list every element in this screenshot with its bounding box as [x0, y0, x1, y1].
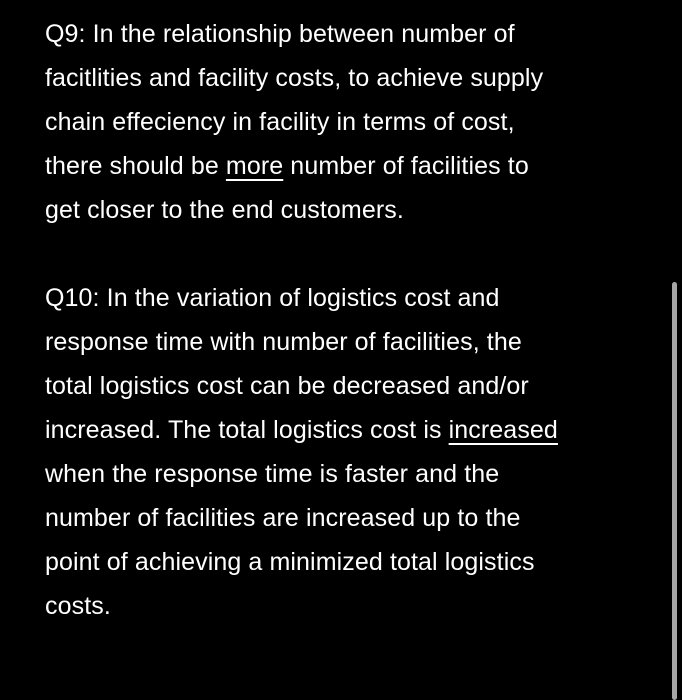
q10-line-8: costs.	[45, 592, 111, 620]
q9-line-4-prefix: there should be	[45, 152, 226, 180]
question-q9	[45, 12, 645, 232]
q10-line-7: point of achieving a minimized total logistics	[45, 548, 535, 576]
q10-line-5: when the response time is faster and the	[45, 460, 500, 488]
q9-line-4	[45, 144, 645, 188]
q9-line-4-suffix: number of facilities to	[283, 152, 529, 180]
q10-line-3: total logistics cost can be decreased and/or	[45, 372, 529, 400]
scrollbar-thumb[interactable]	[672, 282, 677, 700]
q9-line-1: Q9: In the relationship between number of	[45, 20, 515, 48]
note-body	[45, 12, 645, 628]
q9-line-2: facitlities and facility costs, to achieve supply	[45, 64, 544, 92]
q10-line-4-prefix: increased. The total logistics cost is	[45, 416, 449, 444]
paragraph-gap	[45, 232, 645, 276]
question-q10	[45, 276, 645, 628]
q10-line-4	[45, 408, 645, 452]
q10-line-2: response time with number of facilities, the	[45, 328, 522, 356]
q10-line-6: number of facilities are increased up to the	[45, 504, 521, 532]
vertical-scrollbar[interactable]	[672, 282, 677, 700]
q9-line-5: get closer to the end customers.	[45, 196, 404, 224]
q10-line-1: Q10: In the variation of logistics cost and	[45, 284, 500, 312]
q9-line-3: chain effeciency in facility in terms of cost,	[45, 108, 515, 136]
q10-answer-underlined: increased	[448, 416, 558, 444]
q9-answer-underlined: more	[225, 152, 284, 180]
